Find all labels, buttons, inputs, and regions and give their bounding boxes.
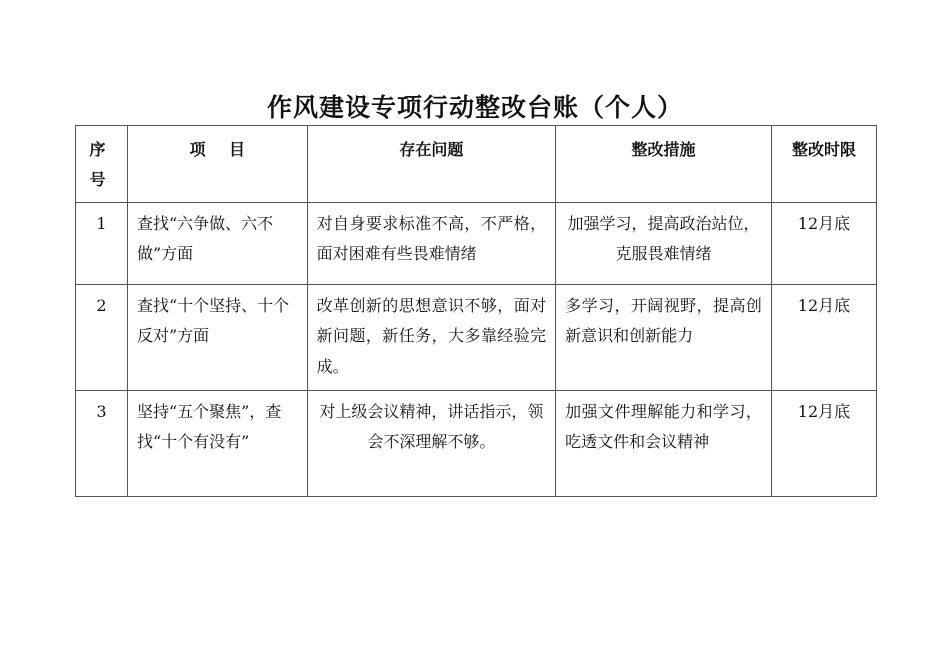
row-problem: 对自身要求标准不高，不严格，面对困难有些畏难情绪	[307, 202, 556, 284]
row-number: 1	[76, 202, 128, 284]
row-problem: 对上级会议精神，讲话指示，领会不深理解不够。	[307, 390, 556, 496]
header-item: 项 目	[127, 126, 307, 203]
header-problem: 存在问题	[307, 126, 556, 203]
table-row	[76, 202, 877, 284]
row-deadline: 12月底	[771, 284, 876, 390]
rectification-ledger-table	[75, 125, 877, 497]
row-number: 3	[76, 390, 128, 496]
row-item: 查找“六争做、六不做”方面	[127, 202, 307, 284]
table-header-row	[76, 126, 877, 203]
row-measures: 加强文件理解能力和学习，吃透文件和会议精神	[556, 390, 772, 496]
row-item: 查找“十个坚持、十个反对”方面	[127, 284, 307, 390]
row-problem: 改革创新的思想意识不够，面对新问题，新任务，大多靠经验完成。	[307, 284, 556, 390]
row-number: 2	[76, 284, 128, 390]
table-row	[76, 390, 877, 496]
row-measures: 加强学习，提高政治站位，克服畏难情绪	[556, 202, 772, 284]
header-measures: 整改措施	[556, 126, 772, 203]
row-deadline: 12月底	[771, 202, 876, 284]
row-measures: 多学习，开阔视野，提高创新意识和创新能力	[556, 284, 772, 390]
table-row	[76, 284, 877, 390]
row-deadline: 12月底	[771, 390, 876, 496]
row-item: 坚持“五个聚焦”，查找“十个有没有”	[127, 390, 307, 496]
header-deadline: 整改时限	[771, 126, 876, 203]
header-number: 序 号	[76, 126, 128, 203]
page-title: 作风建设专项行动整改台账（个人）	[266, 93, 683, 122]
